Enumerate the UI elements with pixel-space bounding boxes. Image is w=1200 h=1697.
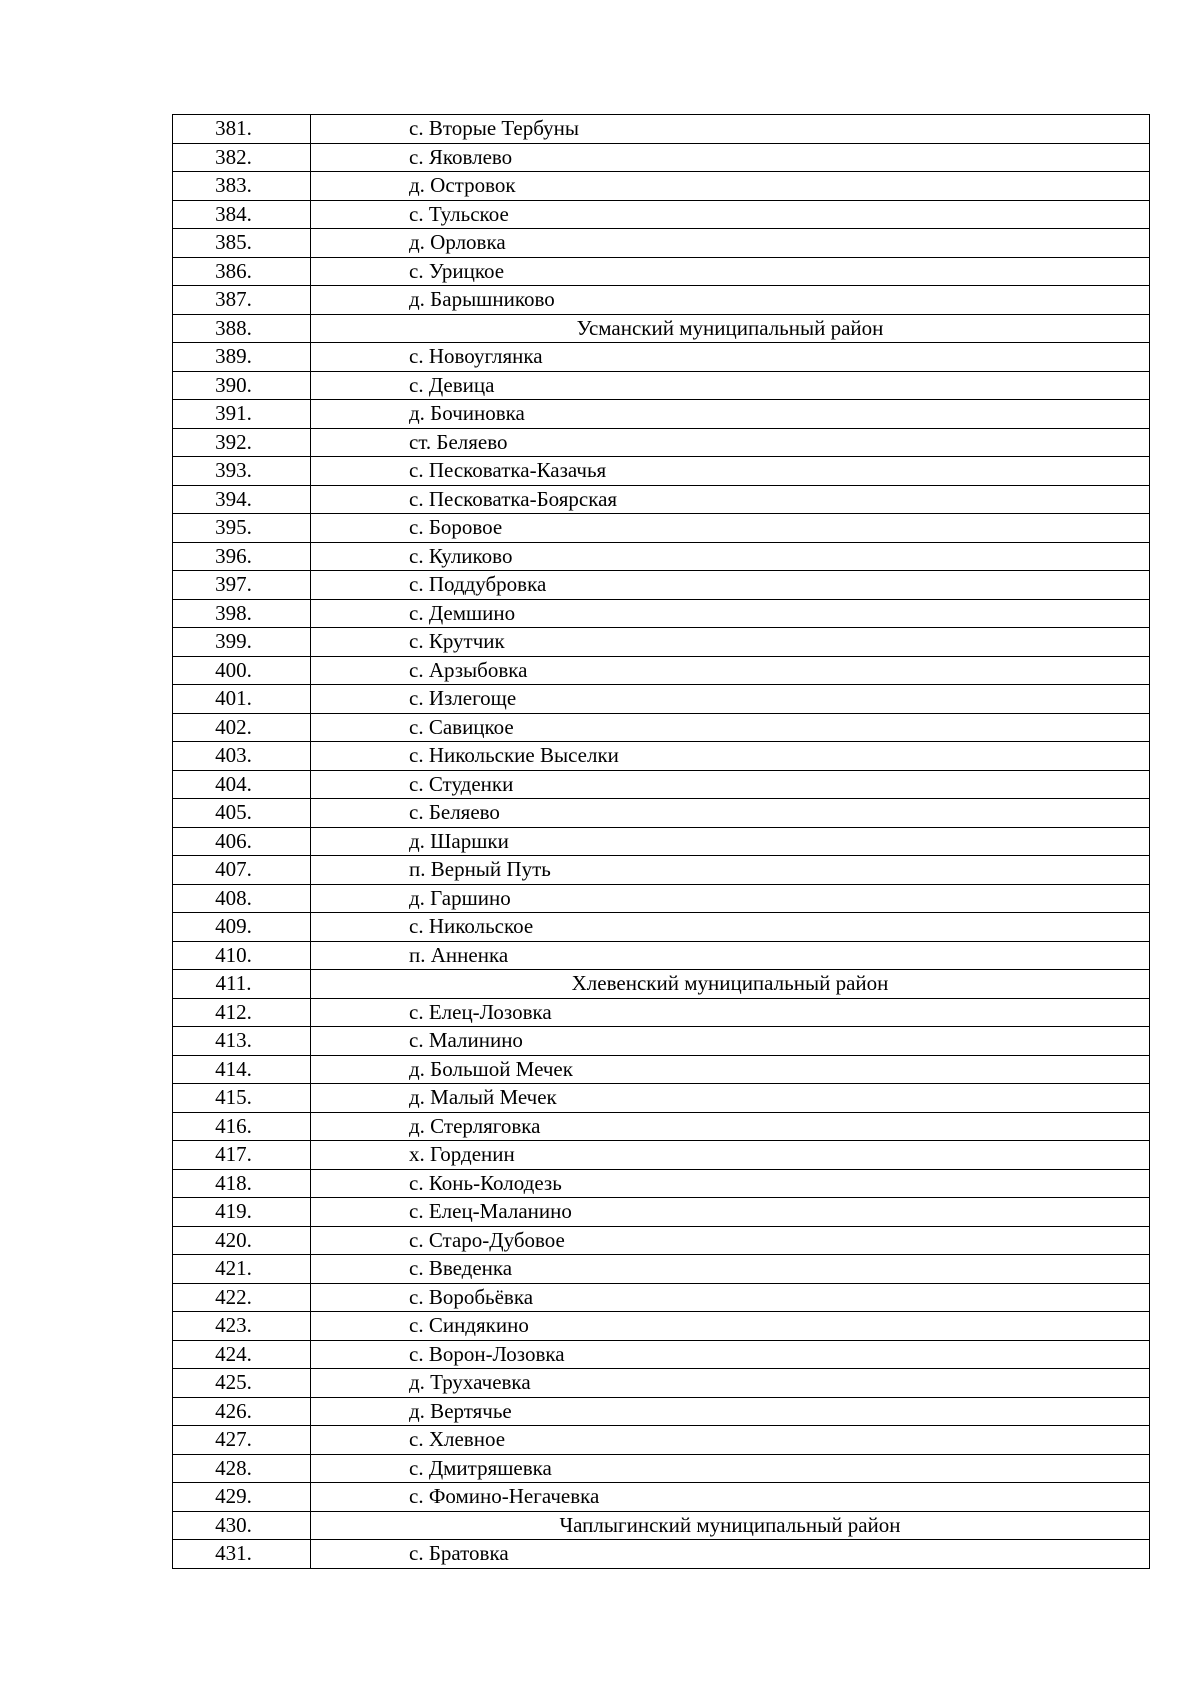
settlement-name: д. Стерляговка <box>311 1112 1150 1141</box>
settlement-name: с. Девица <box>311 371 1150 400</box>
district-header-row <box>173 1511 1150 1540</box>
row-number: 411. <box>173 970 311 999</box>
row-number: 396. <box>173 542 311 571</box>
row-number: 404. <box>173 770 311 799</box>
row-number: 399. <box>173 628 311 657</box>
table-row <box>173 286 1150 315</box>
settlement-name: с. Крутчик <box>311 628 1150 657</box>
row-number: 414. <box>173 1055 311 1084</box>
table-row <box>173 143 1150 172</box>
table-row <box>173 1540 1150 1569</box>
table-row <box>173 1055 1150 1084</box>
table-row <box>173 884 1150 913</box>
settlement-name: с. Конь-Колодезь <box>311 1169 1150 1198</box>
table-row <box>173 799 1150 828</box>
settlement-name: с. Песковатка-Боярская <box>311 485 1150 514</box>
table-row <box>173 1369 1150 1398</box>
table-row <box>173 713 1150 742</box>
row-number: 418. <box>173 1169 311 1198</box>
row-number: 384. <box>173 200 311 229</box>
settlement-name: с. Урицкое <box>311 257 1150 286</box>
row-number: 415. <box>173 1084 311 1113</box>
settlement-name: с. Савицкое <box>311 713 1150 742</box>
table-row <box>173 599 1150 628</box>
table-row <box>173 1226 1150 1255</box>
settlement-name: с. Арзыбовка <box>311 656 1150 685</box>
settlement-name: с. Яковлево <box>311 143 1150 172</box>
row-number: 398. <box>173 599 311 628</box>
settlement-name: с. Новоуглянка <box>311 343 1150 372</box>
table-row <box>173 941 1150 970</box>
district-name: Усманский муниципальный район <box>311 314 1150 343</box>
table-row <box>173 1426 1150 1455</box>
row-number: 388. <box>173 314 311 343</box>
table-row <box>173 742 1150 771</box>
settlement-name: с. Хлевное <box>311 1426 1150 1455</box>
row-number: 421. <box>173 1255 311 1284</box>
row-number: 428. <box>173 1454 311 1483</box>
table-row <box>173 913 1150 942</box>
row-number: 420. <box>173 1226 311 1255</box>
district-name: Чаплыгинский муниципальный район <box>311 1511 1150 1540</box>
row-number: 417. <box>173 1141 311 1170</box>
table-row <box>173 1141 1150 1170</box>
settlement-name: х. Горденин <box>311 1141 1150 1170</box>
row-number: 424. <box>173 1340 311 1369</box>
settlement-name: с. Вторые Тербуны <box>311 115 1150 144</box>
district-name: Хлевенский муниципальный район <box>311 970 1150 999</box>
settlement-name: с. Братовка <box>311 1540 1150 1569</box>
table-row <box>173 542 1150 571</box>
table-row <box>173 685 1150 714</box>
table-row <box>173 371 1150 400</box>
settlement-name: с. Песковатка-Казачья <box>311 457 1150 486</box>
settlement-name: п. Анненка <box>311 941 1150 970</box>
table-row <box>173 856 1150 885</box>
table-row <box>173 1112 1150 1141</box>
table-row <box>173 115 1150 144</box>
row-number: 409. <box>173 913 311 942</box>
settlement-name: с. Куликово <box>311 542 1150 571</box>
row-number: 416. <box>173 1112 311 1141</box>
row-number: 400. <box>173 656 311 685</box>
table-row <box>173 770 1150 799</box>
table-row <box>173 656 1150 685</box>
settlement-name: д. Большой Мечек <box>311 1055 1150 1084</box>
row-number: 425. <box>173 1369 311 1398</box>
settlement-name: д. Бочиновка <box>311 400 1150 429</box>
row-number: 410. <box>173 941 311 970</box>
table-row <box>173 1084 1150 1113</box>
table-row <box>173 1340 1150 1369</box>
settlement-name: с. Старо-Дубовое <box>311 1226 1150 1255</box>
row-number: 386. <box>173 257 311 286</box>
settlement-name: с. Фомино-Негачевка <box>311 1483 1150 1512</box>
settlement-name: с. Воробьёвка <box>311 1283 1150 1312</box>
settlement-name: с. Никольские Выселки <box>311 742 1150 771</box>
table-row <box>173 1397 1150 1426</box>
row-number: 402. <box>173 713 311 742</box>
table-row <box>173 343 1150 372</box>
row-number: 401. <box>173 685 311 714</box>
settlement-name: с. Никольское <box>311 913 1150 942</box>
settlement-name: ст. Беляево <box>311 428 1150 457</box>
table-row <box>173 571 1150 600</box>
table-row <box>173 514 1150 543</box>
row-number: 405. <box>173 799 311 828</box>
settlement-name: п. Верный Путь <box>311 856 1150 885</box>
table-row <box>173 229 1150 258</box>
table-row <box>173 1255 1150 1284</box>
row-number: 423. <box>173 1312 311 1341</box>
settlement-name: д. Барышниково <box>311 286 1150 315</box>
settlement-name: с. Поддубровка <box>311 571 1150 600</box>
table-row <box>173 1027 1150 1056</box>
settlement-name: с. Малинино <box>311 1027 1150 1056</box>
row-number: 385. <box>173 229 311 258</box>
row-number: 430. <box>173 1511 311 1540</box>
row-number: 429. <box>173 1483 311 1512</box>
row-number: 391. <box>173 400 311 429</box>
settlement-name: д. Трухачевка <box>311 1369 1150 1398</box>
row-number: 427. <box>173 1426 311 1455</box>
table-row <box>173 827 1150 856</box>
settlement-name: д. Островок <box>311 172 1150 201</box>
row-number: 395. <box>173 514 311 543</box>
row-number: 403. <box>173 742 311 771</box>
district-header-row <box>173 970 1150 999</box>
settlement-name: д. Орловка <box>311 229 1150 258</box>
table-row <box>173 257 1150 286</box>
table-row <box>173 1312 1150 1341</box>
settlement-name: с. Синдякино <box>311 1312 1150 1341</box>
settlement-name: с. Елец-Маланино <box>311 1198 1150 1227</box>
settlement-name: д. Малый Мечек <box>311 1084 1150 1113</box>
settlement-name: с. Ворон-Лозовка <box>311 1340 1150 1369</box>
row-number: 406. <box>173 827 311 856</box>
settlement-name: с. Боровое <box>311 514 1150 543</box>
table-row <box>173 485 1150 514</box>
row-number: 422. <box>173 1283 311 1312</box>
settlement-name: д. Гаршино <box>311 884 1150 913</box>
row-number: 387. <box>173 286 311 315</box>
table-row <box>173 1454 1150 1483</box>
row-number: 407. <box>173 856 311 885</box>
settlement-name: д. Вертячье <box>311 1397 1150 1426</box>
settlement-name: с. Тульское <box>311 200 1150 229</box>
row-number: 431. <box>173 1540 311 1569</box>
settlement-name: с. Демшино <box>311 599 1150 628</box>
row-number: 419. <box>173 1198 311 1227</box>
row-number: 390. <box>173 371 311 400</box>
settlement-name: с. Дмитряшевка <box>311 1454 1150 1483</box>
row-number: 412. <box>173 998 311 1027</box>
settlement-name: с. Введенка <box>311 1255 1150 1284</box>
settlement-name: с. Студенки <box>311 770 1150 799</box>
table-row <box>173 628 1150 657</box>
row-number: 408. <box>173 884 311 913</box>
table-row <box>173 172 1150 201</box>
row-number: 382. <box>173 143 311 172</box>
table-row <box>173 457 1150 486</box>
table-body <box>173 115 1150 1569</box>
settlement-name: с. Елец-Лозовка <box>311 998 1150 1027</box>
table-row <box>173 400 1150 429</box>
row-number: 392. <box>173 428 311 457</box>
row-number: 394. <box>173 485 311 514</box>
district-header-row <box>173 314 1150 343</box>
row-number: 381. <box>173 115 311 144</box>
table-row <box>173 1198 1150 1227</box>
table-row <box>173 998 1150 1027</box>
settlement-name: с. Излегоще <box>311 685 1150 714</box>
settlements-table <box>172 114 1150 1569</box>
row-number: 393. <box>173 457 311 486</box>
table-row <box>173 200 1150 229</box>
settlement-name: д. Шаршки <box>311 827 1150 856</box>
table-row <box>173 1483 1150 1512</box>
row-number: 426. <box>173 1397 311 1426</box>
row-number: 397. <box>173 571 311 600</box>
settlement-name: с. Беляево <box>311 799 1150 828</box>
table-row <box>173 1169 1150 1198</box>
row-number: 389. <box>173 343 311 372</box>
table-row <box>173 1283 1150 1312</box>
row-number: 383. <box>173 172 311 201</box>
table-row <box>173 428 1150 457</box>
row-number: 413. <box>173 1027 311 1056</box>
